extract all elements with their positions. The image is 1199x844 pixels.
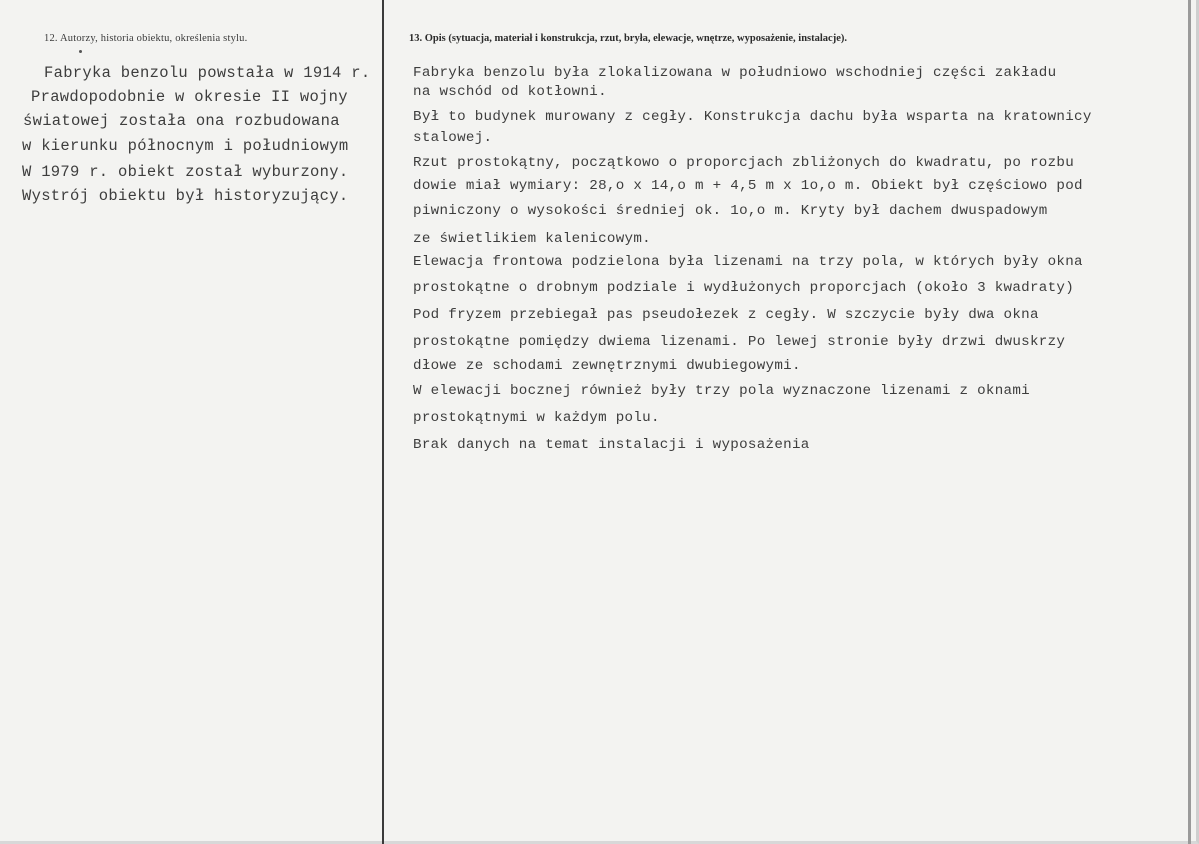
section-13-line: dłowe ze schodami zewnętrznymi dwubiegowymi. <box>413 358 801 374</box>
section-13-line: stalowej. <box>413 130 493 146</box>
section-13-line: prostokątnymi w każdym polu. <box>413 410 660 426</box>
section-12-line: Prawdopodobnie w okresie II wojny <box>31 88 348 106</box>
section-13-line: piwniczony o wysokości średniej ok. 1o,o m. Kryty był dachem dwuspadowym <box>413 203 1048 219</box>
card-right-edge <box>1188 0 1191 844</box>
section-12-header: 12. Autorzy, historia obiektu, określenia stylu. <box>44 33 248 44</box>
section-13-line: na wschód od kotłowni. <box>413 84 607 100</box>
section-13-line: prostokątne pomiędzy dwiema lizenami. Po lewej stronie były drzwi dwuskrzy <box>413 334 1066 350</box>
section-13-line: Pod fryzem przebiegał pas pseudołezek z cegły. W szczycie były dwa okna <box>413 307 1039 323</box>
section-13-line: dowie miał wymiary: 28,o x 14,o m + 4,5 m x 1o,o m. Obiekt był częściowo pod <box>413 178 1083 194</box>
section-13-line: W elewacji bocznej również były trzy pola wyznaczone lizenami z oknami <box>413 383 1030 399</box>
section-12-line: W 1979 r. obiekt został wyburzony. <box>22 163 349 181</box>
section-12-line: w kierunku północnym i południowym <box>22 137 349 155</box>
section-13-line: prostokątne o drobnym podziale i wydłużonych proporcjach (około 3 kwadraty) <box>413 280 1075 296</box>
section-13-header: 13. Opis (sytuacja, materiał i konstrukcja, rzut, bryła, elewacje, wnętrze, wyposażenie, instalacje). <box>409 33 848 44</box>
section-13-line: Był to budynek murowany z cegły. Konstrukcja dachu była wsparta na kratownicy <box>413 109 1092 125</box>
ink-dot <box>79 50 82 53</box>
section-13-line: Rzut prostokątny, początkowo o proporcjach zbliżonych do kwadratu, po rozbu <box>413 155 1075 171</box>
section-13-line: ze świetlikiem kalenicowym. <box>413 231 651 247</box>
section-12-line: światowej została ona rozbudowana <box>23 112 340 130</box>
section-13-line: Brak danych na temat instalacji i wyposażenia <box>413 437 810 453</box>
section-12-line: Wystrój obiektu był historyzujący. <box>22 187 349 205</box>
section-12-line: Fabryka benzolu powstała w 1914 r. <box>44 64 371 82</box>
column-divider <box>382 0 384 844</box>
section-13-line: Fabryka benzolu była zlokalizowana w południowo wschodniej części zakładu <box>413 65 1057 81</box>
section-13-line: Elewacja frontowa podzielona była lizenami na trzy pola, w których były okna <box>413 254 1083 270</box>
